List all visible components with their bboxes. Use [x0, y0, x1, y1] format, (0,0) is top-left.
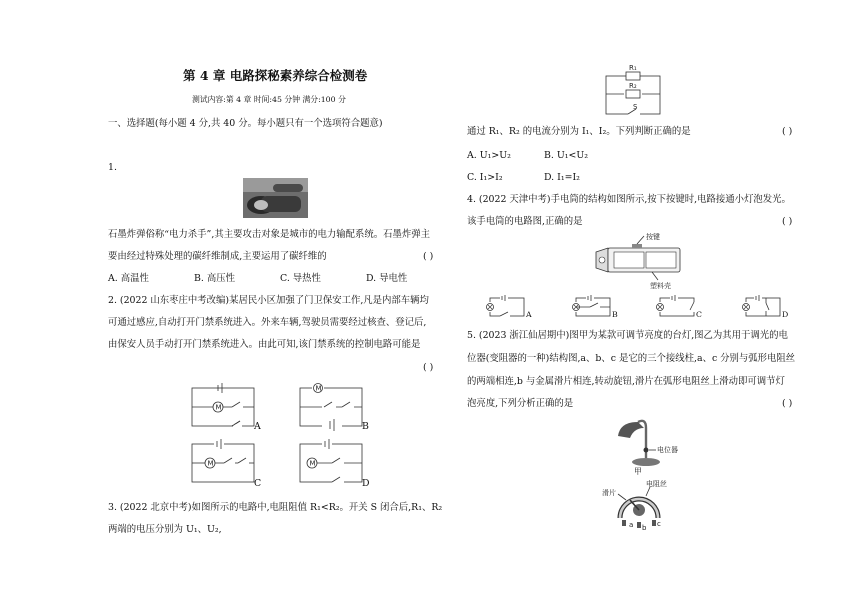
q2-answer-blank: ( ) [423, 362, 434, 373]
q3-option-b: B. U₁<U₂ [544, 150, 589, 161]
q2-text-line2: 可通过感应,自动打开门禁系统进入。外来车辆,驾驶员需要经过核查、登记后, [108, 317, 427, 328]
q1-option-b: B. 高压性 [194, 273, 235, 284]
q3-text-line2: 两端的电压分别为 U₁、U₂, [108, 524, 222, 535]
q1-option-c: C. 导热性 [280, 273, 321, 284]
q2-text-line1: 2. (2022 山东枣庄中考改编)某居民小区加强了门卫保安工作,凡是内部车辆均 [108, 295, 429, 306]
q4-circuit-c [654, 296, 696, 318]
q2-circuit-c [190, 440, 260, 486]
q4-text-line1: 4. (2022 天津中考)手电筒的结构如图所示,按下按键时,电路接通小灯泡发光。 [467, 194, 791, 205]
shell-label: 塑料壳 [650, 282, 671, 290]
q4-circuit-d [740, 296, 782, 318]
svg-text:M: M [207, 459, 214, 468]
slider-label: 滑片 [602, 489, 616, 497]
flashlight-figure [592, 232, 692, 290]
q3-option-d: D. I₁=I₂ [544, 172, 580, 183]
q4-answer-blank: ( ) [782, 216, 793, 227]
section-heading: 一、选择题(每小题 4 分,共 40 分。每小题只有一个选项符合题意) [108, 118, 383, 129]
test-info: 测试内容:第 4 章 时间:45 分钟 满分:100 分 [192, 95, 346, 104]
q1-answer-blank: ( ) [423, 251, 434, 262]
page-title: 第 4 章 电路探秘素养综合检测卷 [183, 68, 368, 83]
q2-label-d: D [362, 478, 370, 489]
q1-number: 1. [108, 162, 117, 173]
q5-text-line2: 位器(变阻器的一种)结构图,a、b、c 是它的三个接线柱,a、c 分别与弧形电阻丝 [467, 353, 796, 364]
q5-text-line4: 泡亮度,下列分析正确的是 [467, 398, 574, 409]
q2-label-c: C [254, 478, 262, 489]
q2-circuit-d [298, 440, 368, 486]
q2-circuit-b [298, 384, 368, 430]
q1-text-line2: 要由经过特殊处理的碳纤维制成,主要运用了碳纤维的 [108, 251, 327, 262]
q4-circuit-b [570, 296, 612, 318]
svg-text:M: M [315, 384, 322, 393]
q1-option-a: A. 高温性 [108, 273, 149, 284]
q2-label-a: A [254, 421, 261, 432]
terminal-c-label: c [657, 520, 661, 528]
motor-label: M [215, 403, 222, 412]
q4-text-line2: 该手电筒的电路图,正确的是 [467, 216, 583, 227]
q4-label-c: C [696, 310, 702, 319]
q4-label-d: D [782, 310, 789, 319]
q3-text-line3: 通过 R₁、R₂ 的电流分别为 I₁、I₂。下列判断正确的是 [467, 126, 691, 137]
q2-text-line3: 由保安人员手动打开门禁系统进入。由此可知,该门禁系统的控制电路可能是 [108, 339, 421, 350]
q3-text-line1: 3. (2022 北京中考)如图所示的电路中,电阻阻值 R₁<R₂。开关 S 闭合后,R₁、R₂ [108, 502, 443, 513]
q2-circuit-a [190, 384, 260, 430]
q2-label-b: B [362, 421, 369, 432]
q3-option-a: A. U₁>U₂ [467, 150, 511, 161]
q5-text-line3: 的两端相连,b 与金属滑片相连,转动旋钮,滑片在弧形电阻丝上滑动即可调节灯 [467, 376, 785, 387]
q1-option-d: D. 导电性 [366, 273, 408, 284]
resistance-wire-label: 电阻丝 [646, 480, 667, 488]
svg-text:M: M [309, 459, 316, 468]
q4-circuit-a [484, 296, 526, 318]
graphite-bomb-photo [243, 178, 308, 218]
r1-label: R₁ [629, 64, 637, 72]
switch-label: S [633, 103, 638, 111]
button-label: 按键 [646, 233, 660, 241]
figure-jia-label: 甲 [634, 467, 642, 476]
q4-label-a: A [526, 310, 532, 319]
q5-answer-blank: ( ) [782, 398, 793, 409]
q4-label-b: B [612, 310, 618, 319]
r2-label: R₂ [629, 82, 637, 90]
potentiometer-label: 电位器 [657, 446, 678, 454]
q3-circuit-figure [604, 64, 664, 120]
q1-text-line1: 石墨炸弹俗称“电力杀手”,其主要攻击对象是城市的电力输配系统。石墨炸弹主 [108, 229, 430, 240]
terminal-a-label: a [629, 521, 634, 529]
q3-answer-blank: ( ) [782, 126, 793, 137]
q5-text-line1: 5. (2023 浙江仙居期中)图甲为某款可调节亮度的台灯,图乙为其用于调光的电 [467, 330, 788, 341]
desk-lamp-figure [610, 414, 690, 470]
potentiometer-structure-figure [600, 478, 690, 532]
q3-option-c: C. I₁>I₂ [467, 172, 503, 183]
terminal-b-label: b [642, 524, 647, 532]
